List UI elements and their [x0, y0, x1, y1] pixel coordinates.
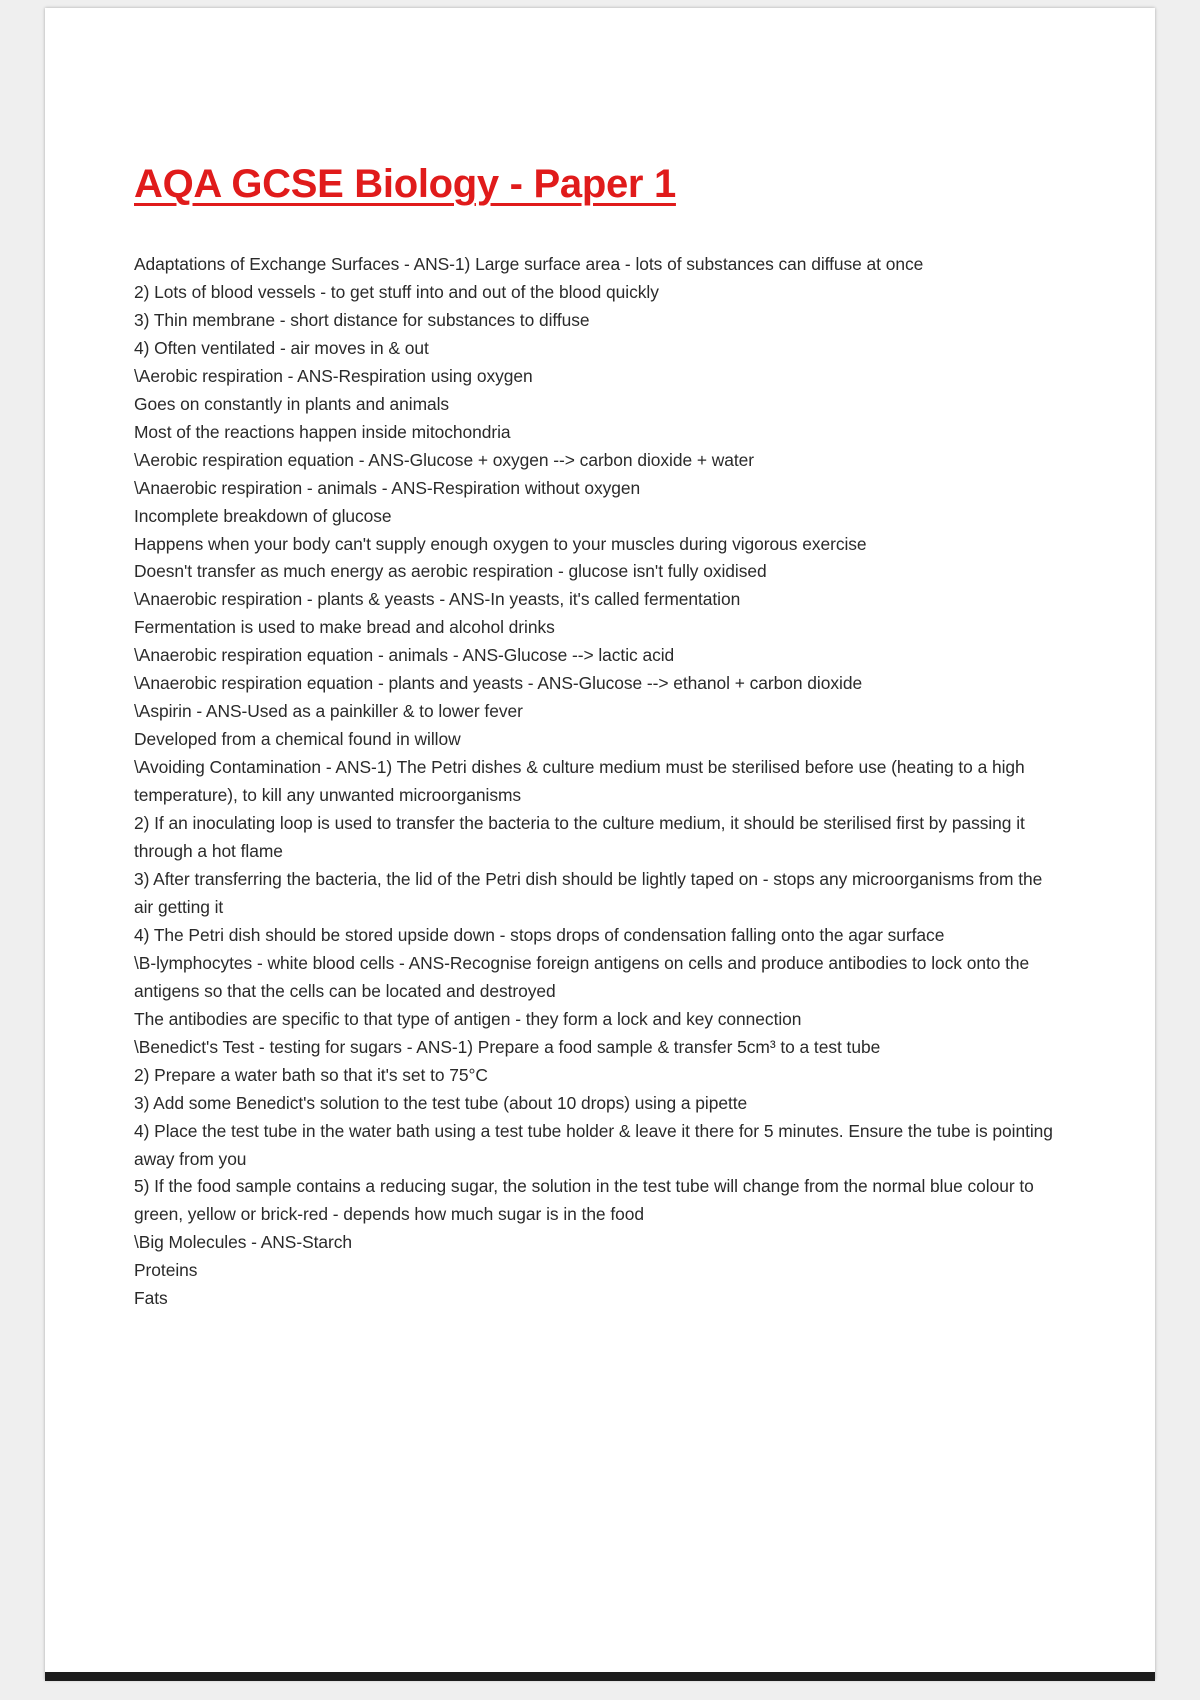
body-paragraph: \Anaerobic respiration equation - plants and yeasts - ANS-Glucose --> ethanol + carbon dioxide: [134, 673, 863, 694]
body-paragraph: The antibodies are specific to that type of antigen - they form a lock and key connection: [134, 1008, 802, 1029]
body-paragraph: 2) Prepare a water bath so that it's set to 75°C: [134, 1064, 488, 1085]
body-paragraph: 4) Often ventilated - air moves in & out: [134, 337, 429, 358]
body-paragraph: \Big Molecules - ANS-Starch: [134, 1232, 353, 1253]
body-paragraph: 3) After transferring the bacteria, the lid of the Petri dish should be lightly taped on - stops any microorganisms from the air getting it: [134, 868, 1043, 917]
body-paragraph: \Benedict's Test - testing for sugars - ANS-1) Prepare a food sample & transfer 5cm³ to a test tube: [134, 1036, 881, 1057]
body-paragraph: Fats: [134, 1288, 168, 1309]
body-paragraph: 2) Lots of blood vessels - to get stuff into and out of the blood quickly: [134, 281, 659, 302]
body-paragraph: Developed from a chemical found in willow: [134, 729, 461, 750]
document-page: [45, 8, 1155, 1680]
body-paragraph: 3) Thin membrane - short distance for substances to diffuse: [134, 309, 590, 330]
body-paragraph: \Aerobic respiration - ANS-Respiration using oxygen: [134, 365, 533, 386]
body-paragraph: \Anaerobic respiration - plants & yeasts - ANS-In yeasts, it's called fermentation: [134, 589, 741, 610]
body-paragraph: Proteins: [134, 1260, 198, 1281]
document-body: [134, 251, 1064, 1313]
body-paragraph: \B-lymphocytes - white blood cells - ANS-Recognise foreign antigens on cells and produce antibodies to lock onto the antigens so that the cells can be located and destroyed: [134, 952, 1030, 1001]
body-paragraph: \Aerobic respiration equation - ANS-Glucose + oxygen --> carbon dioxide + water: [134, 449, 755, 470]
body-paragraph: 4) Place the test tube in the water bath using a test tube holder & leave it there for 5 minutes. Ensure the tube is pointing away from you: [134, 1120, 1053, 1169]
body-paragraph: Adaptations of Exchange Surfaces - ANS-1) Large surface area - lots of substances can diffuse at once: [134, 254, 924, 274]
body-paragraph: \Aspirin - ANS-Used as a painkiller & to lower fever: [134, 701, 523, 722]
body-paragraph: \Anaerobic respiration equation - animals - ANS-Glucose --> lactic acid: [134, 645, 675, 666]
body-paragraph: \Avoiding Contamination - ANS-1) The Petri dishes & culture medium must be sterilised before use (heating to a high temperature), to kill any unwanted microorganisms: [134, 757, 1025, 806]
body-paragraph: 3) Add some Benedict's solution to the test tube (about 10 drops) using a pipette: [134, 1092, 748, 1113]
page-title: AQA GCSE Biology - Paper 1: [134, 161, 676, 206]
body-paragraph: 5) If the food sample contains a reducing sugar, the solution in the test tube will change from the normal blue colour to green, yellow or brick-red - depends how much sugar is in the food: [134, 1176, 1034, 1225]
body-paragraph: Doesn't transfer as much energy as aerobic respiration - glucose isn't fully oxidised: [134, 561, 767, 582]
page-footer-bar: [45, 1672, 1155, 1681]
body-paragraph: 4) The Petri dish should be stored upside down - stops drops of condensation falling onto the agar surface: [134, 924, 945, 945]
body-paragraph: Fermentation is used to make bread and alcohol drinks: [134, 617, 555, 638]
body-paragraph: 2) If an inoculating loop is used to transfer the bacteria to the culture medium, it should be sterilised first by passing it through a hot flame: [134, 813, 1025, 862]
body-paragraph: Incomplete breakdown of glucose: [134, 505, 392, 526]
body-paragraph: Goes on constantly in plants and animals: [134, 393, 450, 414]
body-paragraph: Happens when your body can't supply enough oxygen to your muscles during vigorous exercise: [134, 533, 867, 554]
body-paragraph: \Anaerobic respiration - animals - ANS-Respiration without oxygen: [134, 477, 641, 498]
body-paragraph: Most of the reactions happen inside mitochondria: [134, 421, 511, 442]
